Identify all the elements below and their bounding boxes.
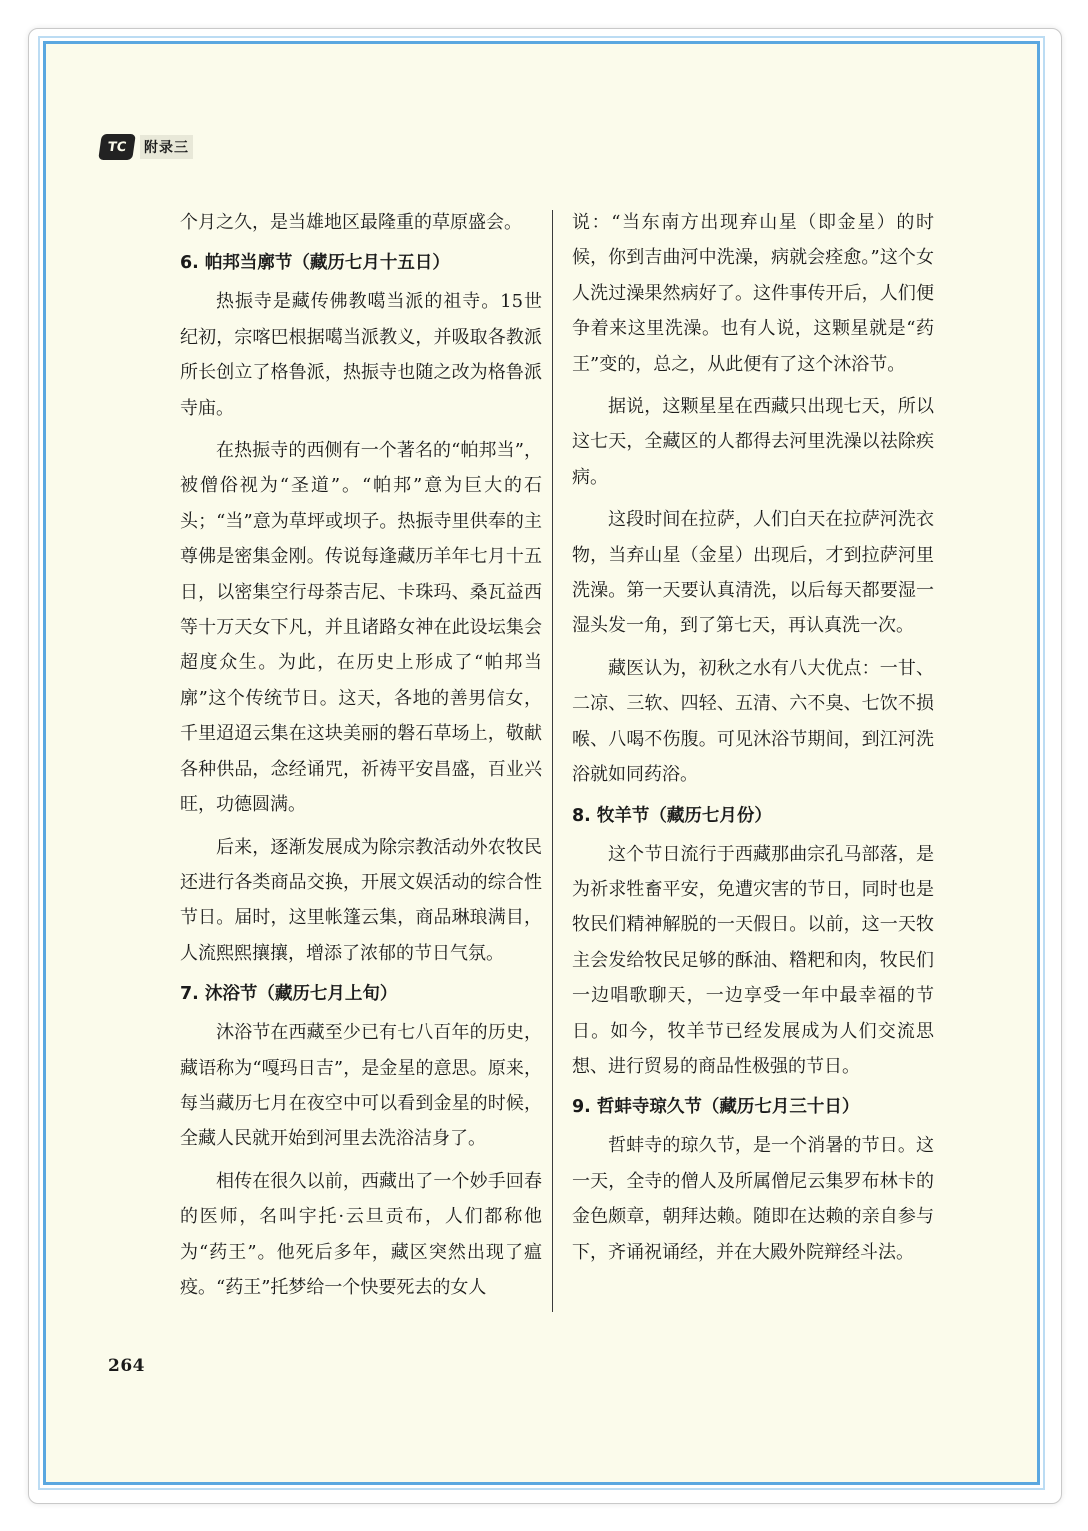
paragraph: 在热振寺的西侧有一个著名的“帕邦当”，被僧俗视为“圣道”。“帕邦”意为巨大的石头；“当”意为草坪或坝子。热振寺里供奉的主尊佛是密集金刚。传说每逢藏历羊年七月十五日，以密集空行母荼吉尼、卡珠玛、桑瓦益西等十万天女下凡，并且诸路女神在此设坛集会超度众生。为此，在历史上形成了“帕邦当廓”这个传统节日。这天，各地的善男信女，千里迢迢云集在这块美丽的磐石草场上，敬献各种供品，念经诵咒，祈祷平安昌盛，百业兴旺，功德圆满。 — [180, 440, 542, 816]
paragraph: 沐浴节在西藏至少已有七八百年的历史，藏语称为“嘎玛日吉”，是金星的意思。原来，每当藏历七月在夜空中可以看到金星的时候，全藏人民就开始到河里去洗浴洁身了。 — [180, 1022, 542, 1150]
right-column — [572, 205, 934, 1277]
section-heading-6: 6. 帕邦当廓节（藏历七月十五日） — [180, 253, 450, 274]
paragraph: 个月之久，是当雄地区最隆重的草原盛会。 — [180, 212, 522, 233]
section-heading-7: 7. 沐浴节（藏历七月上旬） — [180, 984, 398, 1005]
page-number: 264 — [108, 1356, 145, 1376]
paragraph: 后来，逐渐发展成为除宗教活动外农牧民还进行各类商品交换，开展文娱活动的综合性节日。届时，这里帐篷云集，商品琳琅满目，人流熙熙攘攘，增添了浓郁的节日气氛。 — [180, 836, 542, 964]
paragraph: 哲蚌寺的琼久节，是一个消暑的节日。这一天，全寺的僧人及所属僧尼云集罗布林卡的金色颇章，朝拜达赖。随即在达赖的亲自参与下，齐诵祝诵经，并在大殿外院辩经斗法。 — [572, 1135, 934, 1263]
paragraph: 相传在很久以前，西藏出了一个妙手回春的医师，名叫宇托·云旦贡布，人们都称他为“药王”。他死后多年，藏区突然出现了瘟疫。“药王”托梦给一个快要死去的女人 — [180, 1170, 542, 1298]
book-logo-icon: TC — [98, 134, 136, 160]
paragraph: 热振寺是藏传佛教噶当派的祖寺。15世纪初，宗喀巴根据噶当派教义，并吸取各教派所长创立了格鲁派，热振寺也随之改为格鲁派寺庙。 — [180, 291, 542, 419]
section-heading-8: 8. 牧羊节（藏历七月份） — [572, 805, 772, 826]
running-head — [100, 134, 193, 160]
paragraph: 说：“当东南方出现弃山星（即金星）的时候，你到吉曲河中洗澡，病就会痊愈。”这个女人洗过澡果然病好了。这件事传开后，人们便争着来这里洗澡。也有人说，这颗星就是“药王”变的，总之，从此便有了这个沐浴节。 — [572, 212, 934, 375]
section-heading-9: 9. 哲蚌寺琼久节（藏历七月三十日） — [572, 1097, 860, 1118]
paragraph: 据说，这颗星星在西藏只出现七天，所以这七天，全藏区的人都得去河里洗澡以祛除疾病。 — [572, 396, 934, 488]
appendix-label: 附录三 — [140, 135, 193, 159]
left-column — [180, 205, 542, 1312]
paragraph: 藏医认为，初秋之水有八大优点：一甘、二凉、三软、四轻、五清、六不臭、七饮不损喉、八喝不伤腹。可见沐浴节期间，到江河洗浴就如同药浴。 — [572, 657, 934, 786]
column-divider — [552, 210, 553, 1312]
paragraph: 这段时间在拉萨，人们白天在拉萨河洗衣物，当弃山星（金星）出现后，才到拉萨河里洗澡。第一天要认真清洗，以后每天都要湿一湿头发一角，到了第七天，再认真洗一次。 — [572, 509, 934, 637]
paragraph: 这个节日流行于西藏那曲宗孔马部落，是为祈求牲畜平安，免遭灾害的节日，同时也是牧民们精神解脱的一天假日。以前，这一天牧主会发给牧民足够的酥油、糌粑和肉，牧民们一边唱歌聊天，一边享受一年中最幸福的节日。如今，牧羊节已经发展成为人们交流思想、进行贸易的商品性极强的节日。 — [572, 843, 934, 1077]
